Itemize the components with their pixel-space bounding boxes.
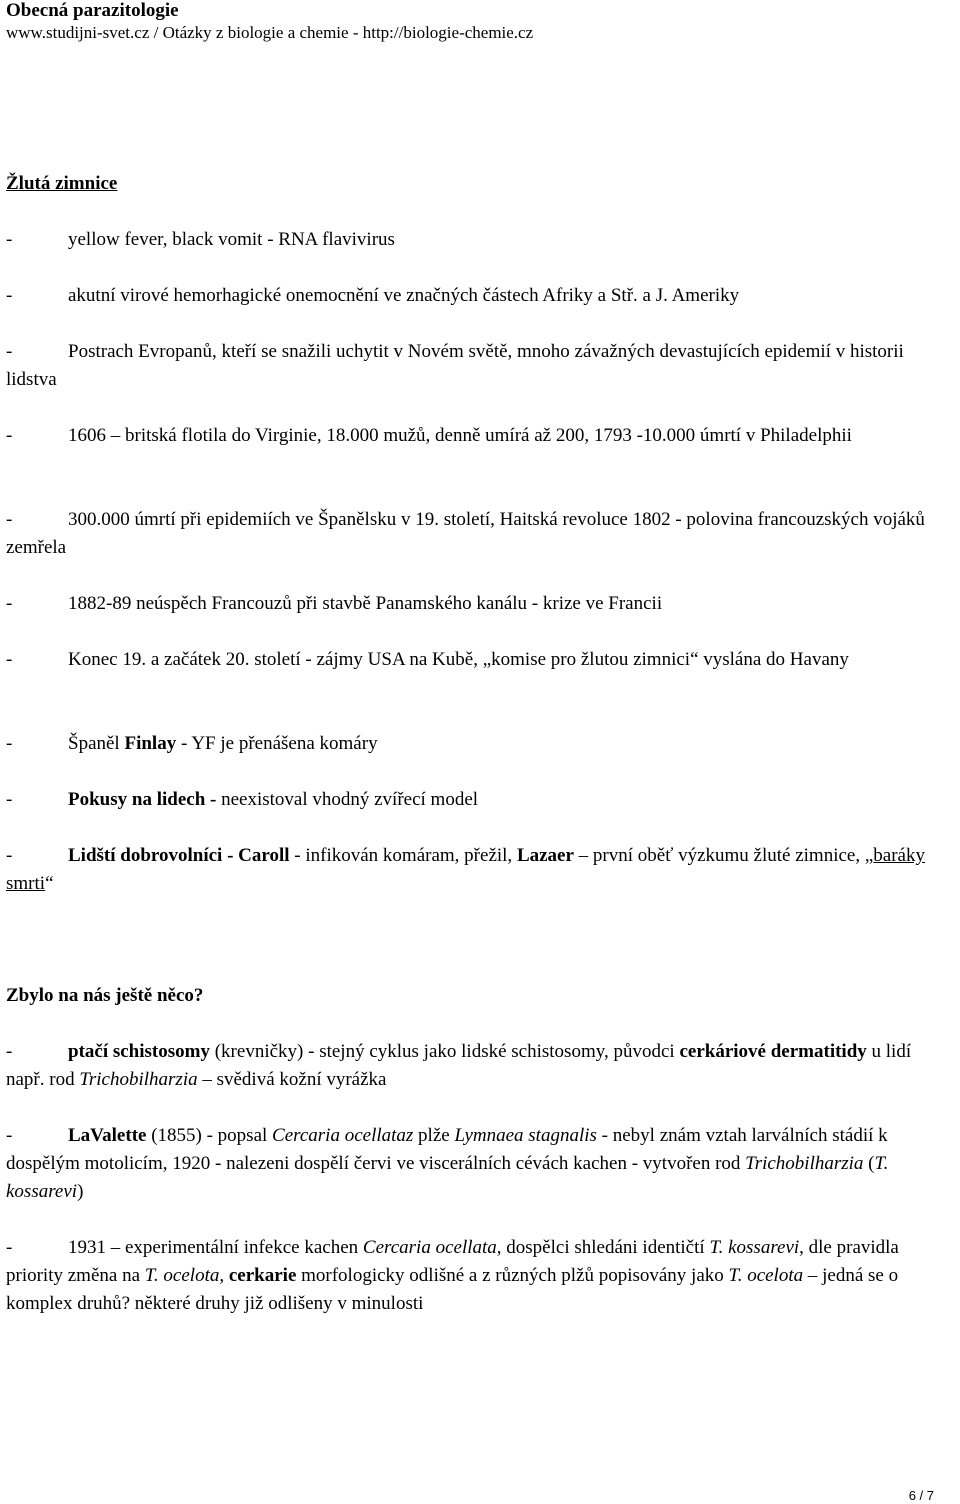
page-number: 6 / 7 [908,1488,934,1503]
list-item: - akutní virové hemorhagické onemocnění ve značných částech Afriky a Stř. a J. Ameriky [6,285,740,306]
list-item: - 300.000 úmrtí při epidemiích ve Španělsku v 19. století, Haitská revoluce 1802 - polovina francouzských vojáků zemřela [6,509,925,558]
list-item: - LaValette (1855) - popsal Cercaria ocellataz plže Lymnaea stagnalis - nebyl znám vztah larválních stádií k dospělým motolicím, 1920 - nalezeni dospělí červi ve viscerálních cévách kachen - vytvořen rod Trichobilharzia (T. kossarevi) [6,1125,889,1202]
source-line: www.studijni-svet.cz / Otázky z biologie a chemie - http://biologie-chemie.cz [6,23,534,42]
section-heading-yellow-fever: Žlutá zimnice [6,173,118,194]
list-item: - Pokusy na lidech - neexistoval vhodný zvířecí model [6,789,479,810]
list-item: - 1931 – experimentální infekce kachen Cercaria ocellata, dospělci shledáni identičtí T. kossarevi, dle pravidla priority změna na T. ocelota, cerkarie morfologicky odlišné a z různých plžů popisovány jako T. ocelota – jedná se o komplex druhů? některé druhy již odlišeny v minulosti [6,1237,899,1314]
list-item: - yellow fever, black vomit - RNA flavivirus [6,229,395,250]
document-title: Obecná parazitologie [6,0,179,21]
list-item: - ptačí schistosomy (krevničky) - stejný cyklus jako lidské schistosomy, původci cerkáriové dermatitidy u lidí např. rod Trichobilharzia – svědivá kožní vyrážka [6,1041,912,1090]
list-item: - Postrach Evropanů, kteří se snažili uchytit v Novém světě, mnoho závažných devastujících epidemií v historii lidstva [6,341,904,390]
list-item: - Lidští dobrovolníci - Caroll - infikován komáram, přežil, Lazaer – první oběť výzkumu žluté zimnice, „baráky smrti“ [6,845,925,894]
list-item: - Konec 19. a začátek 20. století - zájmy USA na Kubě, „komise pro žlutou zimnici“ vyslána do Havany [6,649,849,670]
list-item: - 1606 – britská flotila do Virginie, 18.000 mužů, denně umírá až 200, 1793 -10.000 úmrtí v Philadelphii [6,425,852,446]
list-item: - Španěl Finlay - YF je přenášena komáry [6,733,378,754]
list-item: - 1882-89 neúspěch Francouzů při stavbě Panamského kanálu - krize ve Francii [6,593,663,614]
section-heading-leftovers: Zbylo na nás ještě něco? [6,985,204,1006]
page-header [6,0,533,44]
